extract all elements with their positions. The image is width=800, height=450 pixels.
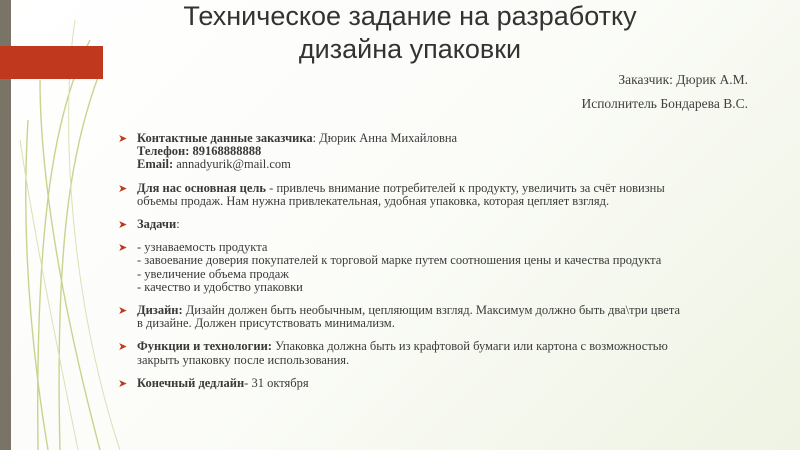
- contacts-label: Контактные данные заказчика: [137, 131, 313, 145]
- tasks-colon: :: [176, 217, 180, 232]
- list-item-tech: [118, 340, 738, 366]
- arrow-bullet-icon: ➤: [118, 304, 128, 318]
- tech-line: закрыть упаковку после использования.: [137, 352, 350, 367]
- goal-label: Для нас основная цель: [137, 180, 267, 195]
- tasks-label: Задачи: [137, 217, 177, 232]
- contacts-value: : Дюрик Анна Михайловна: [312, 131, 458, 145]
- arrow-bullet-icon: ➤: [118, 340, 128, 354]
- task-item: - узнаваемость продукта: [137, 240, 268, 255]
- arrow-bullet-icon: ➤: [118, 218, 128, 232]
- tech-text: Упаковка должна быть из крафтовой бумаги или картона с возможностью: [271, 339, 668, 354]
- list-item-tasks: [118, 218, 738, 231]
- deadline-value: - 31 октября: [244, 375, 309, 390]
- task-item: - завоевание доверия покупателей к торговой марке путем соотношения цены и качества продукта: [137, 253, 662, 268]
- goal-line: [137, 182, 738, 195]
- list-item-contacts: [118, 132, 738, 172]
- decorative-curve: [38, 40, 90, 450]
- tasks-line: [137, 218, 738, 231]
- deadline-line: [137, 377, 738, 390]
- goal-line: объемы продаж. Нам нужна привлекательная, удобная упаковка, которая цепляет взгляд.: [137, 193, 610, 208]
- goal-text: - привлечь внимание потребителей к продукту, увеличить за счёт новизны: [266, 180, 665, 195]
- email-label: Email:: [137, 157, 174, 172]
- slide-title-line: дизайна упаковки: [298, 34, 522, 64]
- phone-text: Телефон: 89168888888: [137, 144, 262, 159]
- task-item: - увеличение объема продаж: [137, 266, 289, 281]
- executor-text: Исполнитель Бондарева В.С.: [581, 96, 748, 111]
- design-text: Дизайн должен быть необычным, цепляющим взгляд. Максимум должно быть два\три цвета: [182, 303, 681, 318]
- decorative-curve: [40, 80, 100, 450]
- design-label: Дизайн:: [137, 303, 183, 318]
- slide-title: [110, 0, 710, 66]
- email-value: annadyurik@mail.com: [173, 157, 291, 172]
- email-line: [137, 158, 738, 171]
- tech-label: Функции и технологии:: [137, 339, 272, 354]
- decorative-curve: [69, 20, 120, 450]
- deadline-label: Конечный дедлайн: [137, 375, 245, 390]
- title-accent-tab: [0, 46, 103, 79]
- list-item-design: [118, 304, 738, 330]
- slide-title-line: Техническое задание на разработку: [183, 1, 637, 31]
- design-line: в дизайне. Должен присутствовать минимализм.: [137, 316, 395, 331]
- task-item: - качество и удобство упаковки: [137, 279, 303, 294]
- content-list: [118, 132, 738, 400]
- decorative-curve: [20, 140, 78, 450]
- arrow-bullet-icon: ➤: [118, 181, 128, 195]
- customer-text: Заказчик: Дюрик А.М.: [618, 72, 748, 87]
- list-item-deadline: [118, 377, 738, 390]
- list-item-goal: [118, 182, 738, 208]
- slide-meta: [581, 68, 748, 116]
- decorative-curve: [59, 72, 100, 450]
- decorative-curve: [26, 120, 48, 450]
- arrow-bullet-icon: ➤: [118, 241, 128, 255]
- arrow-bullet-icon: ➤: [118, 376, 128, 390]
- tech-line: [137, 340, 738, 353]
- list-item-tasks-details: [118, 241, 738, 294]
- arrow-bullet-icon: ➤: [118, 132, 128, 145]
